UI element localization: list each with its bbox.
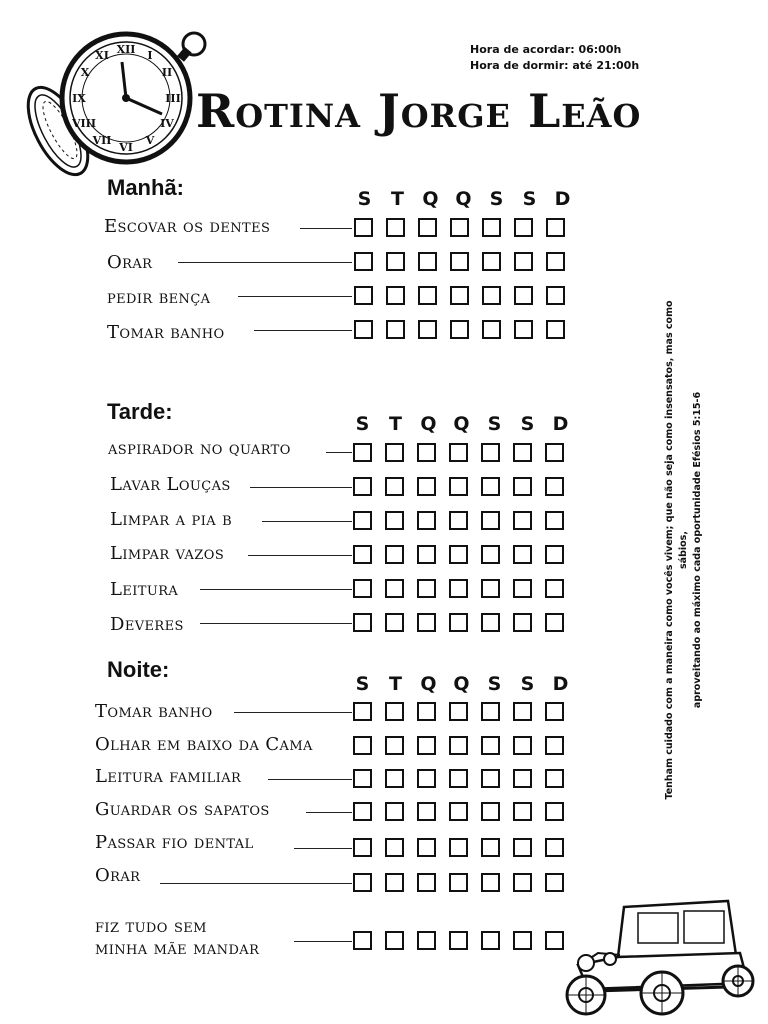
- day-checkbox[interactable]: [481, 802, 500, 821]
- day-checkbox[interactable]: [545, 545, 564, 564]
- day-checkbox[interactable]: [545, 802, 564, 821]
- day-label: Q: [422, 188, 439, 210]
- day-checkbox[interactable]: [482, 252, 501, 271]
- day-checkbox[interactable]: [513, 443, 532, 462]
- day-label: S: [357, 188, 372, 210]
- day-checkbox[interactable]: [481, 769, 500, 788]
- day-checkbox[interactable]: [385, 736, 404, 755]
- pocket-watch-icon: [22, 26, 222, 186]
- day-checkbox[interactable]: [546, 320, 565, 339]
- day-checkbox[interactable]: [385, 838, 404, 857]
- day-label: S: [520, 413, 535, 435]
- day-label: S: [355, 413, 370, 435]
- day-checkbox[interactable]: [481, 838, 500, 857]
- day-checkbox[interactable]: [545, 579, 564, 598]
- day-checkbox[interactable]: [449, 545, 468, 564]
- svg-text:VII: VII: [92, 134, 112, 147]
- day-checkbox[interactable]: [545, 769, 564, 788]
- day-checkbox[interactable]: [513, 702, 532, 721]
- day-checkbox[interactable]: [481, 545, 500, 564]
- day-checkbox[interactable]: [353, 511, 372, 530]
- day-checkbox[interactable]: [449, 477, 468, 496]
- day-label: T: [389, 673, 402, 695]
- leader-line: [160, 883, 352, 884]
- svg-text:XI: XI: [95, 49, 109, 62]
- day-label: S: [489, 188, 504, 210]
- day-checkbox[interactable]: [546, 218, 565, 237]
- day-checkbox[interactable]: [545, 838, 564, 857]
- section-heading-afternoon: Tarde:: [107, 399, 173, 424]
- day-checkbox[interactable]: [513, 613, 532, 632]
- day-checkbox[interactable]: [513, 873, 532, 892]
- day-checkbox[interactable]: [513, 769, 532, 788]
- day-checkbox[interactable]: [353, 443, 372, 462]
- day-label: S: [487, 673, 502, 695]
- verse-line-2: aproveitando ao máximo cada oportunidade Efésios 5:15-6: [692, 391, 703, 709]
- leader-line: [200, 589, 352, 590]
- day-checkbox[interactable]: [481, 579, 500, 598]
- day-checkbox[interactable]: [482, 286, 501, 305]
- verse-line-1: Tenham cuidado com a maneira como vocês vivem; que não seja como insensatos, mas como sábios,: [664, 300, 689, 800]
- day-checkbox[interactable]: [545, 477, 564, 496]
- day-checkbox[interactable]: [513, 838, 532, 857]
- svg-text:X: X: [80, 66, 90, 79]
- day-checkbox[interactable]: [514, 286, 533, 305]
- task-label: Leitura familiar: [95, 766, 242, 787]
- day-checkbox[interactable]: [450, 286, 469, 305]
- leader-line: [268, 779, 352, 780]
- day-checkbox[interactable]: [481, 613, 500, 632]
- leader-line: [326, 452, 352, 453]
- task-label: Escovar os dentes: [104, 216, 271, 237]
- day-checkbox[interactable]: [417, 579, 436, 598]
- leader-line: [294, 941, 352, 942]
- day-label: D: [552, 413, 569, 435]
- day-checkbox[interactable]: [385, 511, 404, 530]
- day-checkbox[interactable]: [417, 702, 436, 721]
- day-checkbox[interactable]: [545, 511, 564, 530]
- leader-line: [254, 330, 352, 331]
- day-checkbox[interactable]: [385, 702, 404, 721]
- leader-line: [300, 228, 352, 229]
- day-checkbox[interactable]: [450, 218, 469, 237]
- day-checkbox[interactable]: [385, 873, 404, 892]
- task-label: aspirador no quarto: [108, 438, 291, 459]
- day-checkbox[interactable]: [545, 736, 564, 755]
- day-checkbox[interactable]: [353, 838, 372, 857]
- section-heading-night: Noite:: [107, 657, 170, 682]
- day-checkbox[interactable]: [417, 613, 436, 632]
- day-checkbox[interactable]: [353, 702, 372, 721]
- day-checkbox[interactable]: [385, 769, 404, 788]
- task-label: Olhar em baixo da Cama: [95, 734, 313, 755]
- day-checkbox[interactable]: [353, 477, 372, 496]
- day-checkbox[interactable]: [513, 477, 532, 496]
- day-checkbox[interactable]: [513, 545, 532, 564]
- day-checkbox[interactable]: [546, 252, 565, 271]
- day-checkbox[interactable]: [450, 252, 469, 271]
- svg-text:VIII: VIII: [72, 117, 96, 130]
- leader-line: [262, 521, 352, 522]
- weekday-header-morning: [348, 188, 579, 210]
- day-checkbox[interactable]: [353, 613, 372, 632]
- sleep-time: Hora de dormir: até 21:00h: [470, 59, 640, 72]
- day-checkbox[interactable]: [449, 443, 468, 462]
- day-checkbox[interactable]: [449, 769, 468, 788]
- day-label: Q: [453, 673, 470, 695]
- day-checkbox[interactable]: [449, 511, 468, 530]
- day-checkbox[interactable]: [513, 736, 532, 755]
- day-checkbox[interactable]: [385, 545, 404, 564]
- task-label: Guardar os sapatos: [95, 799, 270, 820]
- day-checkbox[interactable]: [417, 511, 436, 530]
- leader-line: [200, 623, 352, 624]
- day-checkbox[interactable]: [545, 873, 564, 892]
- day-label: T: [391, 188, 404, 210]
- day-checkbox[interactable]: [417, 802, 436, 821]
- day-checkbox[interactable]: [386, 286, 405, 305]
- day-checkbox[interactable]: [449, 931, 468, 950]
- day-checkbox[interactable]: [354, 218, 373, 237]
- weekday-header-night: [346, 673, 577, 695]
- day-checkbox[interactable]: [385, 802, 404, 821]
- day-checkbox[interactable]: [481, 443, 500, 462]
- day-checkbox[interactable]: [545, 613, 564, 632]
- svg-text:III: III: [165, 92, 181, 105]
- day-checkbox[interactable]: [385, 931, 404, 950]
- day-checkbox[interactable]: [481, 736, 500, 755]
- leader-line: [178, 262, 352, 263]
- weekday-header-afternoon: [346, 413, 577, 435]
- day-label: S: [487, 413, 502, 435]
- leader-line: [238, 296, 352, 297]
- day-checkbox[interactable]: [386, 218, 405, 237]
- day-checkbox[interactable]: [354, 252, 373, 271]
- day-checkbox[interactable]: [514, 252, 533, 271]
- day-checkbox[interactable]: [545, 443, 564, 462]
- day-checkbox[interactable]: [353, 736, 372, 755]
- svg-text:IV: IV: [160, 117, 174, 130]
- day-label: S: [520, 673, 535, 695]
- schedule-info: [470, 42, 639, 74]
- page-title: Rotina Jorge Leão: [196, 84, 642, 138]
- day-checkbox[interactable]: [481, 702, 500, 721]
- leader-line: [294, 848, 352, 849]
- day-checkbox[interactable]: [354, 320, 373, 339]
- day-checkbox[interactable]: [514, 218, 533, 237]
- task-label: Orar: [95, 865, 141, 886]
- leader-line: [234, 712, 352, 713]
- day-label: Q: [420, 673, 437, 695]
- day-checkbox[interactable]: [353, 545, 372, 564]
- day-checkbox[interactable]: [418, 218, 437, 237]
- day-label: Q: [420, 413, 437, 435]
- day-checkbox[interactable]: [513, 931, 532, 950]
- task-label: Limpar a pia b: [110, 509, 233, 530]
- day-checkbox[interactable]: [449, 802, 468, 821]
- svg-text:VI: VI: [119, 141, 133, 154]
- day-checkbox[interactable]: [514, 320, 533, 339]
- day-checkbox[interactable]: [513, 511, 532, 530]
- section-heading-morning: Manhã:: [107, 175, 184, 200]
- day-checkbox[interactable]: [481, 477, 500, 496]
- day-checkbox[interactable]: [481, 931, 500, 950]
- day-checkbox[interactable]: [545, 702, 564, 721]
- day-checkbox[interactable]: [513, 579, 532, 598]
- day-checkbox[interactable]: [481, 873, 500, 892]
- day-label: S: [522, 188, 537, 210]
- day-label: S: [355, 673, 370, 695]
- day-label: D: [554, 188, 571, 210]
- day-checkbox[interactable]: [417, 873, 436, 892]
- leader-line: [248, 555, 352, 556]
- task-label: Deveres: [110, 614, 184, 635]
- bonus-label-line1: fiz tudo sem: [95, 916, 207, 937]
- svg-text:I: I: [147, 49, 153, 62]
- day-label: T: [389, 413, 402, 435]
- day-checkbox[interactable]: [449, 873, 468, 892]
- day-checkbox[interactable]: [417, 838, 436, 857]
- day-checkbox[interactable]: [417, 545, 436, 564]
- day-checkbox[interactable]: [417, 443, 436, 462]
- day-checkbox[interactable]: [353, 802, 372, 821]
- task-label: Limpar vazos: [110, 543, 225, 564]
- task-label: Tomar banho: [107, 322, 225, 343]
- day-checkbox[interactable]: [385, 613, 404, 632]
- day-checkbox[interactable]: [450, 320, 469, 339]
- leader-line: [250, 487, 352, 488]
- day-checkbox[interactable]: [353, 931, 372, 950]
- day-checkbox[interactable]: [417, 736, 436, 755]
- day-checkbox[interactable]: [353, 579, 372, 598]
- day-checkbox[interactable]: [481, 511, 500, 530]
- task-label: pedir bença: [107, 287, 211, 308]
- day-checkbox[interactable]: [418, 286, 437, 305]
- day-checkbox[interactable]: [385, 443, 404, 462]
- day-checkbox[interactable]: [449, 613, 468, 632]
- day-checkbox[interactable]: [417, 769, 436, 788]
- day-checkbox[interactable]: [353, 873, 372, 892]
- day-checkbox[interactable]: [385, 477, 404, 496]
- day-checkbox[interactable]: [385, 579, 404, 598]
- day-checkbox[interactable]: [449, 702, 468, 721]
- task-label: Orar: [107, 252, 153, 273]
- day-label: D: [552, 673, 569, 695]
- day-checkbox[interactable]: [386, 252, 405, 271]
- day-checkbox[interactable]: [418, 320, 437, 339]
- day-checkbox[interactable]: [353, 769, 372, 788]
- day-checkbox[interactable]: [482, 320, 501, 339]
- task-label: Tomar banho: [95, 701, 213, 722]
- day-checkbox[interactable]: [417, 477, 436, 496]
- day-checkbox[interactable]: [449, 579, 468, 598]
- svg-text:II: II: [161, 66, 173, 79]
- vintage-car-icon: [558, 895, 758, 1020]
- svg-text:V: V: [145, 134, 155, 147]
- bonus-label-line2: minha mãe mandar: [95, 938, 260, 959]
- task-label: Leitura: [110, 579, 179, 600]
- day-checkbox[interactable]: [417, 931, 436, 950]
- task-label: Lavar Louças: [110, 474, 231, 495]
- wake-time: Hora de acordar: 06:00h: [470, 43, 622, 56]
- day-checkbox[interactable]: [513, 802, 532, 821]
- day-checkbox[interactable]: [546, 286, 565, 305]
- svg-text:XII: XII: [116, 43, 136, 56]
- day-checkbox[interactable]: [386, 320, 405, 339]
- svg-text:IX: IX: [72, 92, 86, 105]
- bible-verse: [663, 290, 705, 810]
- day-checkbox[interactable]: [354, 286, 373, 305]
- day-checkbox[interactable]: [449, 736, 468, 755]
- day-checkbox[interactable]: [449, 838, 468, 857]
- day-label: Q: [455, 188, 472, 210]
- day-checkbox[interactable]: [482, 218, 501, 237]
- day-label: Q: [453, 413, 470, 435]
- task-label: Passar fio dental: [95, 832, 254, 853]
- day-checkbox[interactable]: [418, 252, 437, 271]
- leader-line: [306, 812, 352, 813]
